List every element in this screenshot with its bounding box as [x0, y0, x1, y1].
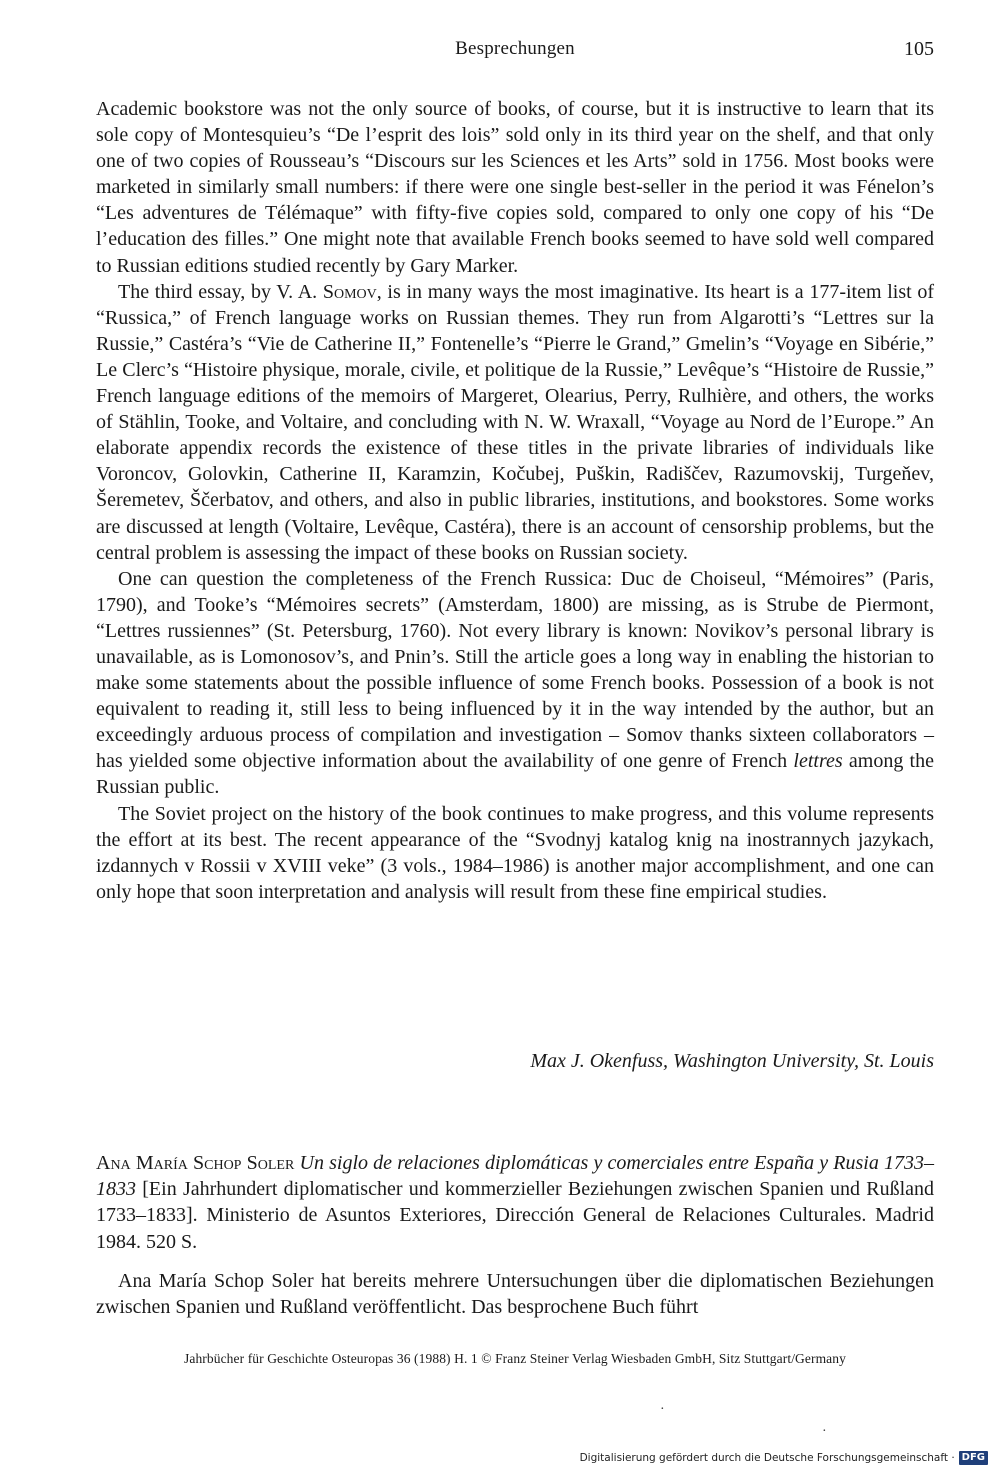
book-author: Ana María Schop Soler: [96, 1152, 295, 1174]
book-details: [Ein Jahrhundert diplomatischer und kommerzieller Beziehungen zwischen Spanien und Rußland 1733–1833]. Ministerio de Asuntos Exteriores, Dirección General de Relaciones Culturales. Madrid 1984. 520 S.: [96, 1178, 934, 1253]
paragraph-third-essay-rest: , is in many ways the most imaginative. Its heart is a 177-item list of “Russica,” of French language works on Russian themes. They run from Algarotti’s “Lettres sur la Russie,” Castéra’s “Vie de Catherine II,” Fontenelle’s “Pierre le Grand,” Gmelin’s “Voyage en Sibérie,” Le Clerc’s “Histoire physique, morale, civile, et politique de la Russie,” Levêque’s “Histoire de Russie,” French language editions of the memoirs of Margeret, Olearius, Perry, Rulhière, and others, the works of Stählin, Tooke, and Voltaire, and concluding with N. W. Wraxall, “Voyage au Nord de l’Europe.” An elaborate appendix records the existence of these titles in the private libraries of individuals like Voroncov, Golovkin, Catherine II, Karamzin, Kočubej, Puškin, Radiščev, Razumovskij, Turgeňev, Šeremetev, Ščerbatov, and others, and also in public libraries, institutions, and bookstores. Some works are discussed at length (Voltaire, Levêque, Castéra), there is an account of censorship problems, but the central problem is assessing the impact of these books on Russian society.: [96, 280, 935, 564]
paragraph-soviet-project: The Soviet project on the history of the book continues to make progress, and this volume represents the effort at its best. The recent appearance of the “Svodnyj katalog knig na inostrannych jazykach, izdannych v Rossii v XVIII veke” (3 vols., 1984–1986) is another major accomplishment, and one can only hope that soon interpretation and analysis will result from these fine empirical studies.: [96, 802, 934, 903]
running-title: Besprechungen: [455, 38, 575, 59]
review-text-continued: [96, 96, 934, 905]
dfg-logo: DFG: [959, 1451, 988, 1465]
bibliographic-citation: [96, 1150, 934, 1255]
running-head: [96, 38, 934, 66]
journal-footer: Jahrbücher für Geschichte Osteuropas 36 (1988) H. 1 © Franz Steiner Verlag Wiesbaden GmbH, Sitz Stuttgart/Germany: [184, 1351, 846, 1366]
paragraph-completeness-main: One can question the completeness of the French Russica: Duc de Choiseul, “Mémoires” (Paris, 1790), and Tooke’s “Mémoires secrets” (Amsterdam, 1800) are missing, as is Strube de Piermont, “Lettres russiennes” (St. Petersburg, 1760). Not every library is known: Novikov’s personal library is unavailable, as is Lomonosov’s, and Pnin’s. Still the article goes a long way in enabling the historian to make some statements about the possible influence of some French books. Possession of a book is not equivalent to reading it, still less to being influenced by it in the way intended by the author, but an exceedingly arduous process of compilation and investigation – Somov thanks sixteen collaborators – has yielded some objective information about the availability of one genre of French: [96, 567, 934, 773]
scan-speck: ·: [660, 1402, 665, 1417]
review-body-start: [96, 1268, 934, 1320]
author-somov: Somov: [322, 280, 377, 303]
page-number: 105: [904, 38, 934, 60]
book-title: Un siglo de relaciones diplomáticas y comerciales entre España y Rusia 1733–1833: [96, 1152, 935, 1201]
digitization-text: Digitalisierung gefördert durch die Deutsche Forschungsgemeinschaft ·: [579, 1452, 955, 1464]
paragraph-third-essay: [96, 279, 934, 566]
bibliographic-entry: [96, 1150, 934, 1255]
paragraph-schop-soler: Ana María Schop Soler hat bereits mehrere Untersuchungen über die diplomatischen Beziehungen zwischen Spanien und Rußland veröffentlicht. Das besprochene Buch führt: [96, 1270, 934, 1319]
scan-speck: ·: [822, 1424, 827, 1439]
paragraph-third-essay-lead: The third essay, by V. A.: [118, 280, 323, 303]
paragraph-completeness-end: among the Russian public.: [96, 750, 934, 799]
reviewer-signature: Max J. Okenfuss, Washington University, St. Louis: [530, 1050, 934, 1072]
italic-lettres: lettres: [793, 750, 843, 773]
paragraph-completeness: [96, 566, 934, 801]
digitization-notice: [580, 1451, 988, 1465]
paragraph-bookstore: Academic bookstore was not the only source of books, of course, but it is instructive to learn that its sole copy of Montesquieu’s “De l’esprit des lois” sold only in its third year on the shelf, and that only one of two copies of Rousseau’s “Discours sur les Sciences et les Arts” sold in 1756. Most books were marketed in similarly small numbers: if there were one single best-seller in the period it was Fénelon’s “Les adventures de Télémaque” with fifty-five copies sold, compared to only one copy of his “De l’education des filles.” One might note that available French books seemed to have sold well compared to Russian editions studied recently by Gary Marker.: [96, 98, 934, 277]
